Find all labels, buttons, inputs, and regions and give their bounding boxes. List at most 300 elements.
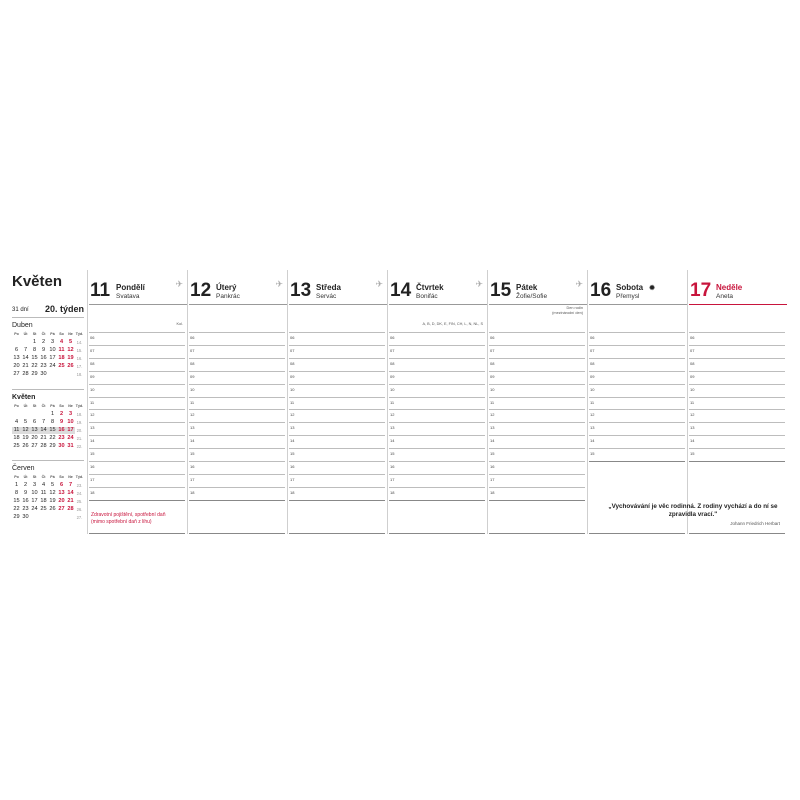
date-cell: 13 [13, 355, 20, 361]
hour-label: 14 [390, 438, 395, 444]
hour-line[interactable] [589, 371, 685, 372]
date-cell: 21 [40, 435, 47, 441]
bottom-rule [389, 533, 485, 534]
hour-label: 08 [490, 360, 495, 366]
day-column-17 [689, 270, 787, 534]
section-divider [489, 500, 585, 501]
bird-icon: ✈ [475, 279, 483, 289]
weekday-header: Po [14, 332, 19, 336]
date-cell [12, 339, 21, 346]
hour-label: 15 [390, 451, 395, 457]
hour-label: 14 [190, 438, 195, 444]
date-cell: 11 [13, 427, 20, 433]
hour-line[interactable] [89, 358, 185, 359]
date-cell: 20 [31, 435, 38, 441]
date-cell: 22 [31, 363, 38, 369]
weekday-header: Ne [68, 475, 73, 479]
date-cell: 29 [31, 371, 38, 377]
date-cell: 18 [40, 498, 47, 504]
date-cell: 3 [50, 339, 55, 345]
hour-label: 09 [690, 373, 695, 379]
hour-line[interactable] [589, 358, 685, 359]
hour-label: 10 [290, 386, 295, 392]
hour-line[interactable] [289, 435, 385, 436]
hour-line[interactable] [489, 384, 585, 385]
hour-label: 16 [190, 464, 195, 469]
date-cell [39, 411, 48, 418]
hour-line[interactable] [489, 435, 585, 436]
hour-line[interactable] [289, 358, 385, 359]
hour-label: 11 [590, 399, 595, 405]
hour-line[interactable] [89, 474, 185, 475]
hour-line[interactable] [189, 345, 285, 346]
hour-line[interactable] [389, 487, 485, 488]
hour-line[interactable] [189, 358, 285, 359]
hour-label: 07 [490, 347, 495, 353]
hour-label: 13 [290, 425, 295, 431]
hour-line[interactable] [189, 461, 285, 462]
weekday-header: Čt [41, 332, 46, 336]
date-cell [39, 514, 48, 521]
hour-line[interactable] [389, 397, 485, 398]
hour-line[interactable] [189, 397, 285, 398]
bird-icon: ✈ [375, 279, 383, 289]
date-cell: 20 [58, 498, 65, 504]
hour-line[interactable] [389, 422, 485, 423]
hour-line[interactable] [189, 474, 285, 475]
hour-line[interactable] [89, 371, 185, 372]
date-cell: 2 [41, 339, 46, 345]
weekday-header: Út [23, 404, 28, 408]
hour-label: 07 [590, 347, 595, 353]
hour-line[interactable] [289, 371, 385, 372]
hour-label: 16 [290, 464, 295, 469]
hour-label: 15 [290, 451, 295, 457]
date-cell: 30 [40, 371, 47, 377]
day-name: Sobota ✹ [616, 283, 655, 292]
hour-line[interactable] [189, 448, 285, 449]
day-column-14 [389, 270, 487, 534]
hour-line[interactable] [389, 345, 485, 346]
day-column-15 [489, 270, 587, 534]
divider [12, 389, 84, 390]
date-cell [66, 514, 75, 521]
hour-line[interactable] [289, 448, 385, 449]
week-number-cell: 23. [76, 483, 83, 488]
date-cell: 17 [31, 498, 38, 504]
hour-line[interactable] [189, 371, 285, 372]
day-header [189, 270, 287, 305]
hour-line[interactable] [589, 409, 685, 410]
date-cell: 9 [41, 347, 46, 353]
section-divider [389, 500, 485, 501]
hour-line[interactable] [389, 474, 485, 475]
hour-label: 11 [490, 399, 495, 405]
day-header [389, 270, 487, 305]
date-cell: 19 [22, 435, 29, 441]
date-cell: 22 [49, 435, 56, 441]
section-divider [689, 461, 785, 462]
hour-line[interactable] [89, 345, 185, 346]
date-cell: 12 [22, 427, 29, 433]
bottom-rule [589, 533, 685, 534]
hour-line[interactable] [589, 435, 685, 436]
day-number: 15 [490, 280, 512, 301]
day-name: Pondělí [116, 283, 145, 292]
column-separator [487, 270, 488, 534]
week-number: 20. týden [44, 304, 84, 314]
hour-line[interactable] [489, 461, 585, 462]
week-number-cell: 18. [76, 412, 83, 417]
date-cell: 5 [50, 482, 55, 488]
hour-line[interactable] [689, 409, 785, 410]
hour-line[interactable] [189, 332, 285, 333]
date-cell: 9 [59, 419, 64, 425]
date-cell: 11 [40, 490, 47, 496]
day-number: 14 [390, 280, 412, 301]
date-cell: 15 [13, 498, 20, 504]
date-cell: 30 [22, 514, 29, 520]
hour-label: 18 [90, 489, 95, 495]
hour-line[interactable] [689, 397, 785, 398]
day-header [689, 270, 787, 305]
date-cell: 24 [49, 363, 56, 369]
hour-line[interactable] [489, 409, 585, 410]
hour-line[interactable] [589, 345, 685, 346]
weekday-header: St [32, 404, 37, 408]
day-column-12 [189, 270, 287, 534]
date-cell: 1 [32, 339, 37, 345]
hour-line[interactable] [589, 397, 685, 398]
hour-line[interactable] [489, 332, 585, 333]
date-cell: 10 [49, 347, 56, 353]
hour-label: 06 [490, 335, 495, 340]
weekday-header: Út [23, 475, 28, 479]
date-cell: 13 [58, 490, 65, 496]
date-cell: 10 [31, 490, 38, 496]
hour-line[interactable] [689, 332, 785, 333]
hour-label: 17 [90, 476, 95, 482]
date-cell: 5 [23, 419, 28, 425]
day-name: Neděle [716, 283, 743, 292]
hour-line[interactable] [189, 487, 285, 488]
hour-line[interactable] [489, 487, 585, 488]
hour-line[interactable] [389, 371, 485, 372]
hour-line[interactable] [689, 435, 785, 436]
date-cell: 30 [58, 443, 65, 449]
date-cell: 4 [14, 419, 19, 425]
date-cell: 6 [32, 419, 37, 425]
date-cell: 26 [49, 506, 56, 512]
date-cell: 3 [68, 411, 73, 417]
date-cell: 23 [58, 435, 65, 441]
hour-line[interactable] [489, 448, 585, 449]
date-cell: 13 [31, 427, 38, 433]
date-cell: 14 [40, 427, 47, 433]
hour-line[interactable] [689, 422, 785, 423]
date-cell [30, 514, 39, 521]
hour-label: 11 [690, 399, 695, 405]
hour-label: 11 [290, 399, 295, 405]
hour-line[interactable] [89, 409, 185, 410]
hour-label: 06 [390, 335, 395, 340]
hour-label: 07 [90, 347, 95, 353]
date-cell: 27 [13, 371, 20, 377]
date-cell: 17 [49, 355, 56, 361]
date-cell: 12 [67, 347, 74, 353]
mini-calendar-april [12, 322, 86, 378]
weekday-header: St [32, 332, 37, 336]
week-number-cell: 15. [76, 348, 83, 353]
mini-calendar-grid [12, 403, 86, 450]
hour-line[interactable] [189, 435, 285, 436]
date-cell: 28 [22, 371, 29, 377]
hour-line[interactable] [89, 448, 185, 449]
weekday-header: Pá [50, 404, 55, 408]
month-title: Květen [12, 273, 63, 290]
section-divider [289, 500, 385, 501]
hour-label: 09 [490, 373, 495, 379]
hour-line[interactable] [189, 384, 285, 385]
day-number: 11 [90, 280, 111, 301]
sidebar [12, 270, 86, 540]
date-cell: 2 [23, 482, 28, 488]
hour-label: 09 [190, 373, 195, 379]
date-cell: 1 [50, 411, 55, 417]
hour-line[interactable] [689, 448, 785, 449]
bottom-rule [489, 533, 585, 534]
date-cell: 29 [13, 514, 20, 520]
hour-line[interactable] [289, 461, 385, 462]
column-separator [287, 270, 288, 534]
hour-label: 08 [290, 360, 295, 366]
week-number-cell: 21. [76, 436, 83, 441]
hour-line[interactable] [289, 397, 385, 398]
hour-line[interactable] [489, 397, 585, 398]
date-cell: 14 [22, 355, 29, 361]
hour-line[interactable] [489, 474, 585, 475]
date-cell: 27 [31, 443, 38, 449]
week-number-cell: 16. [76, 356, 83, 361]
day-header [489, 270, 587, 305]
hour-line[interactable] [589, 384, 685, 385]
hour-label: 12 [490, 412, 495, 418]
mini-calendar-grid [12, 474, 86, 521]
date-cell [48, 371, 57, 378]
hour-line[interactable] [689, 371, 785, 372]
hour-line[interactable] [689, 384, 785, 385]
hour-line[interactable] [289, 474, 385, 475]
hour-label: 08 [190, 360, 195, 366]
hour-label: 13 [90, 425, 95, 431]
date-cell: 25 [58, 363, 65, 369]
hour-line[interactable] [389, 461, 485, 462]
date-cell: 26 [22, 443, 29, 449]
hour-label: 10 [590, 386, 595, 392]
hour-label: 11 [390, 399, 395, 405]
hour-label: 15 [690, 451, 695, 457]
hour-line[interactable] [589, 332, 685, 333]
hour-label: 10 [490, 386, 495, 392]
hour-line[interactable] [89, 461, 185, 462]
day-name: Středa [316, 283, 341, 292]
hour-label: 07 [190, 347, 195, 353]
weekday-header: Út [23, 332, 28, 336]
hour-line[interactable] [289, 487, 385, 488]
date-cell [57, 371, 66, 378]
hour-line[interactable] [489, 358, 585, 359]
day-number: 12 [190, 280, 212, 301]
weekday-header: Po [14, 475, 19, 479]
hour-label: 07 [390, 347, 395, 353]
hour-line[interactable] [689, 358, 785, 359]
hour-label: 06 [290, 335, 295, 340]
hour-line[interactable] [89, 487, 185, 488]
date-cell: 6 [59, 482, 64, 488]
date-cell: 24 [31, 506, 38, 512]
week-number-cell: 27. [76, 515, 83, 520]
date-cell: 3 [32, 482, 37, 488]
date-cell: 18 [13, 435, 20, 441]
date-cell: 25 [13, 443, 20, 449]
name-day: Přemysl [616, 293, 640, 300]
weekday-header: Pá [50, 475, 55, 479]
hour-line[interactable] [389, 332, 485, 333]
date-cell: 4 [41, 482, 46, 488]
date-cell: 19 [67, 355, 74, 361]
hour-line[interactable] [389, 448, 485, 449]
name-day: Aneta [716, 293, 733, 300]
hour-line[interactable] [389, 435, 485, 436]
date-cell [57, 514, 66, 521]
hour-line[interactable] [489, 371, 585, 372]
hour-label: 10 [190, 386, 195, 392]
day-header [589, 270, 687, 305]
date-cell [21, 339, 30, 346]
hour-line[interactable] [589, 448, 685, 449]
divider [12, 317, 84, 318]
hour-label: 15 [490, 451, 495, 457]
hour-label: 12 [290, 412, 295, 418]
day-name: Pátek [516, 283, 538, 292]
date-cell [30, 411, 39, 418]
hour-label: 17 [390, 476, 395, 482]
hour-label: 15 [590, 451, 595, 457]
hour-label: 09 [90, 373, 95, 379]
week-number-cell: 24. [76, 491, 83, 496]
bird-icon: ✈ [575, 279, 583, 289]
date-cell: 14 [67, 490, 74, 496]
hour-label: 08 [690, 360, 695, 366]
day-number: 17 [690, 280, 712, 301]
week-number-cell: 26. [76, 507, 83, 512]
hour-line[interactable] [489, 345, 585, 346]
quote-author: Johann Friedrich Herbart [730, 521, 780, 526]
hour-label: 14 [490, 438, 495, 444]
column-separator [87, 270, 88, 534]
hour-label: 16 [390, 464, 395, 469]
date-cell: 25 [40, 506, 47, 512]
date-cell: 12 [49, 490, 56, 496]
days-count: 31 dní [12, 307, 29, 313]
date-cell [66, 371, 75, 378]
hour-label: 17 [290, 476, 295, 482]
hour-line[interactable] [589, 422, 685, 423]
weekday-header: St [32, 475, 37, 479]
hour-line[interactable] [89, 422, 185, 423]
day-column-11 [89, 270, 187, 534]
hour-label: 11 [190, 399, 195, 405]
hour-label: 14 [290, 438, 295, 444]
hour-label: 08 [390, 360, 395, 366]
day-column-13 [289, 270, 387, 534]
bottom-rule [89, 533, 185, 534]
hour-label: 12 [90, 412, 95, 418]
date-cell: 28 [67, 506, 74, 512]
date-cell: 11 [58, 347, 65, 353]
day-name: Čtvrtek [416, 283, 444, 292]
name-day: Svatava [116, 293, 140, 300]
date-cell: 15 [31, 355, 38, 361]
date-cell: 23 [22, 506, 29, 512]
hour-line[interactable] [89, 384, 185, 385]
hour-line[interactable] [689, 345, 785, 346]
week-number-cell: 17. [76, 364, 83, 369]
hour-label: 10 [390, 386, 395, 392]
hour-line[interactable] [89, 397, 185, 398]
hour-label: 18 [190, 489, 195, 495]
hour-line[interactable] [189, 409, 285, 410]
hour-line[interactable] [389, 409, 485, 410]
hour-label: 13 [390, 425, 395, 431]
hour-line[interactable] [289, 345, 385, 346]
week-number-cell: 20. [76, 428, 83, 433]
hour-label: 08 [90, 360, 95, 366]
date-cell: 7 [41, 419, 46, 425]
date-cell: 8 [14, 490, 19, 496]
hour-line[interactable] [489, 422, 585, 423]
date-cell: 2 [59, 411, 64, 417]
hour-label: 07 [690, 347, 695, 353]
date-cell: 27 [58, 506, 65, 512]
hour-line[interactable] [389, 358, 485, 359]
hour-line[interactable] [289, 384, 385, 385]
week-number-cell: 19. [76, 420, 83, 425]
hour-line[interactable] [389, 384, 485, 385]
date-cell: 16 [58, 427, 65, 433]
hour-line[interactable] [289, 332, 385, 333]
section-divider [89, 500, 185, 501]
hour-label: 18 [490, 489, 495, 495]
date-cell: 8 [50, 419, 55, 425]
date-cell: 21 [67, 498, 74, 504]
hour-line[interactable] [89, 332, 185, 333]
hour-line[interactable] [189, 422, 285, 423]
date-cell: 29 [49, 443, 56, 449]
weekday-header: Ne [68, 332, 73, 336]
column-separator [687, 270, 688, 534]
tax-note [91, 512, 166, 526]
hour-line[interactable] [89, 435, 185, 436]
quote: „Vychovávání je věc rodinná. Z rodiny vychází a do ní se zpravidla vrací." [608, 503, 778, 518]
hour-line[interactable] [289, 409, 385, 410]
date-cell: 15 [49, 427, 56, 433]
bottom-rule [689, 533, 785, 534]
hour-line[interactable] [289, 422, 385, 423]
date-cell: 10 [67, 419, 74, 425]
hour-label: 09 [290, 373, 295, 379]
date-cell: 18 [58, 355, 65, 361]
